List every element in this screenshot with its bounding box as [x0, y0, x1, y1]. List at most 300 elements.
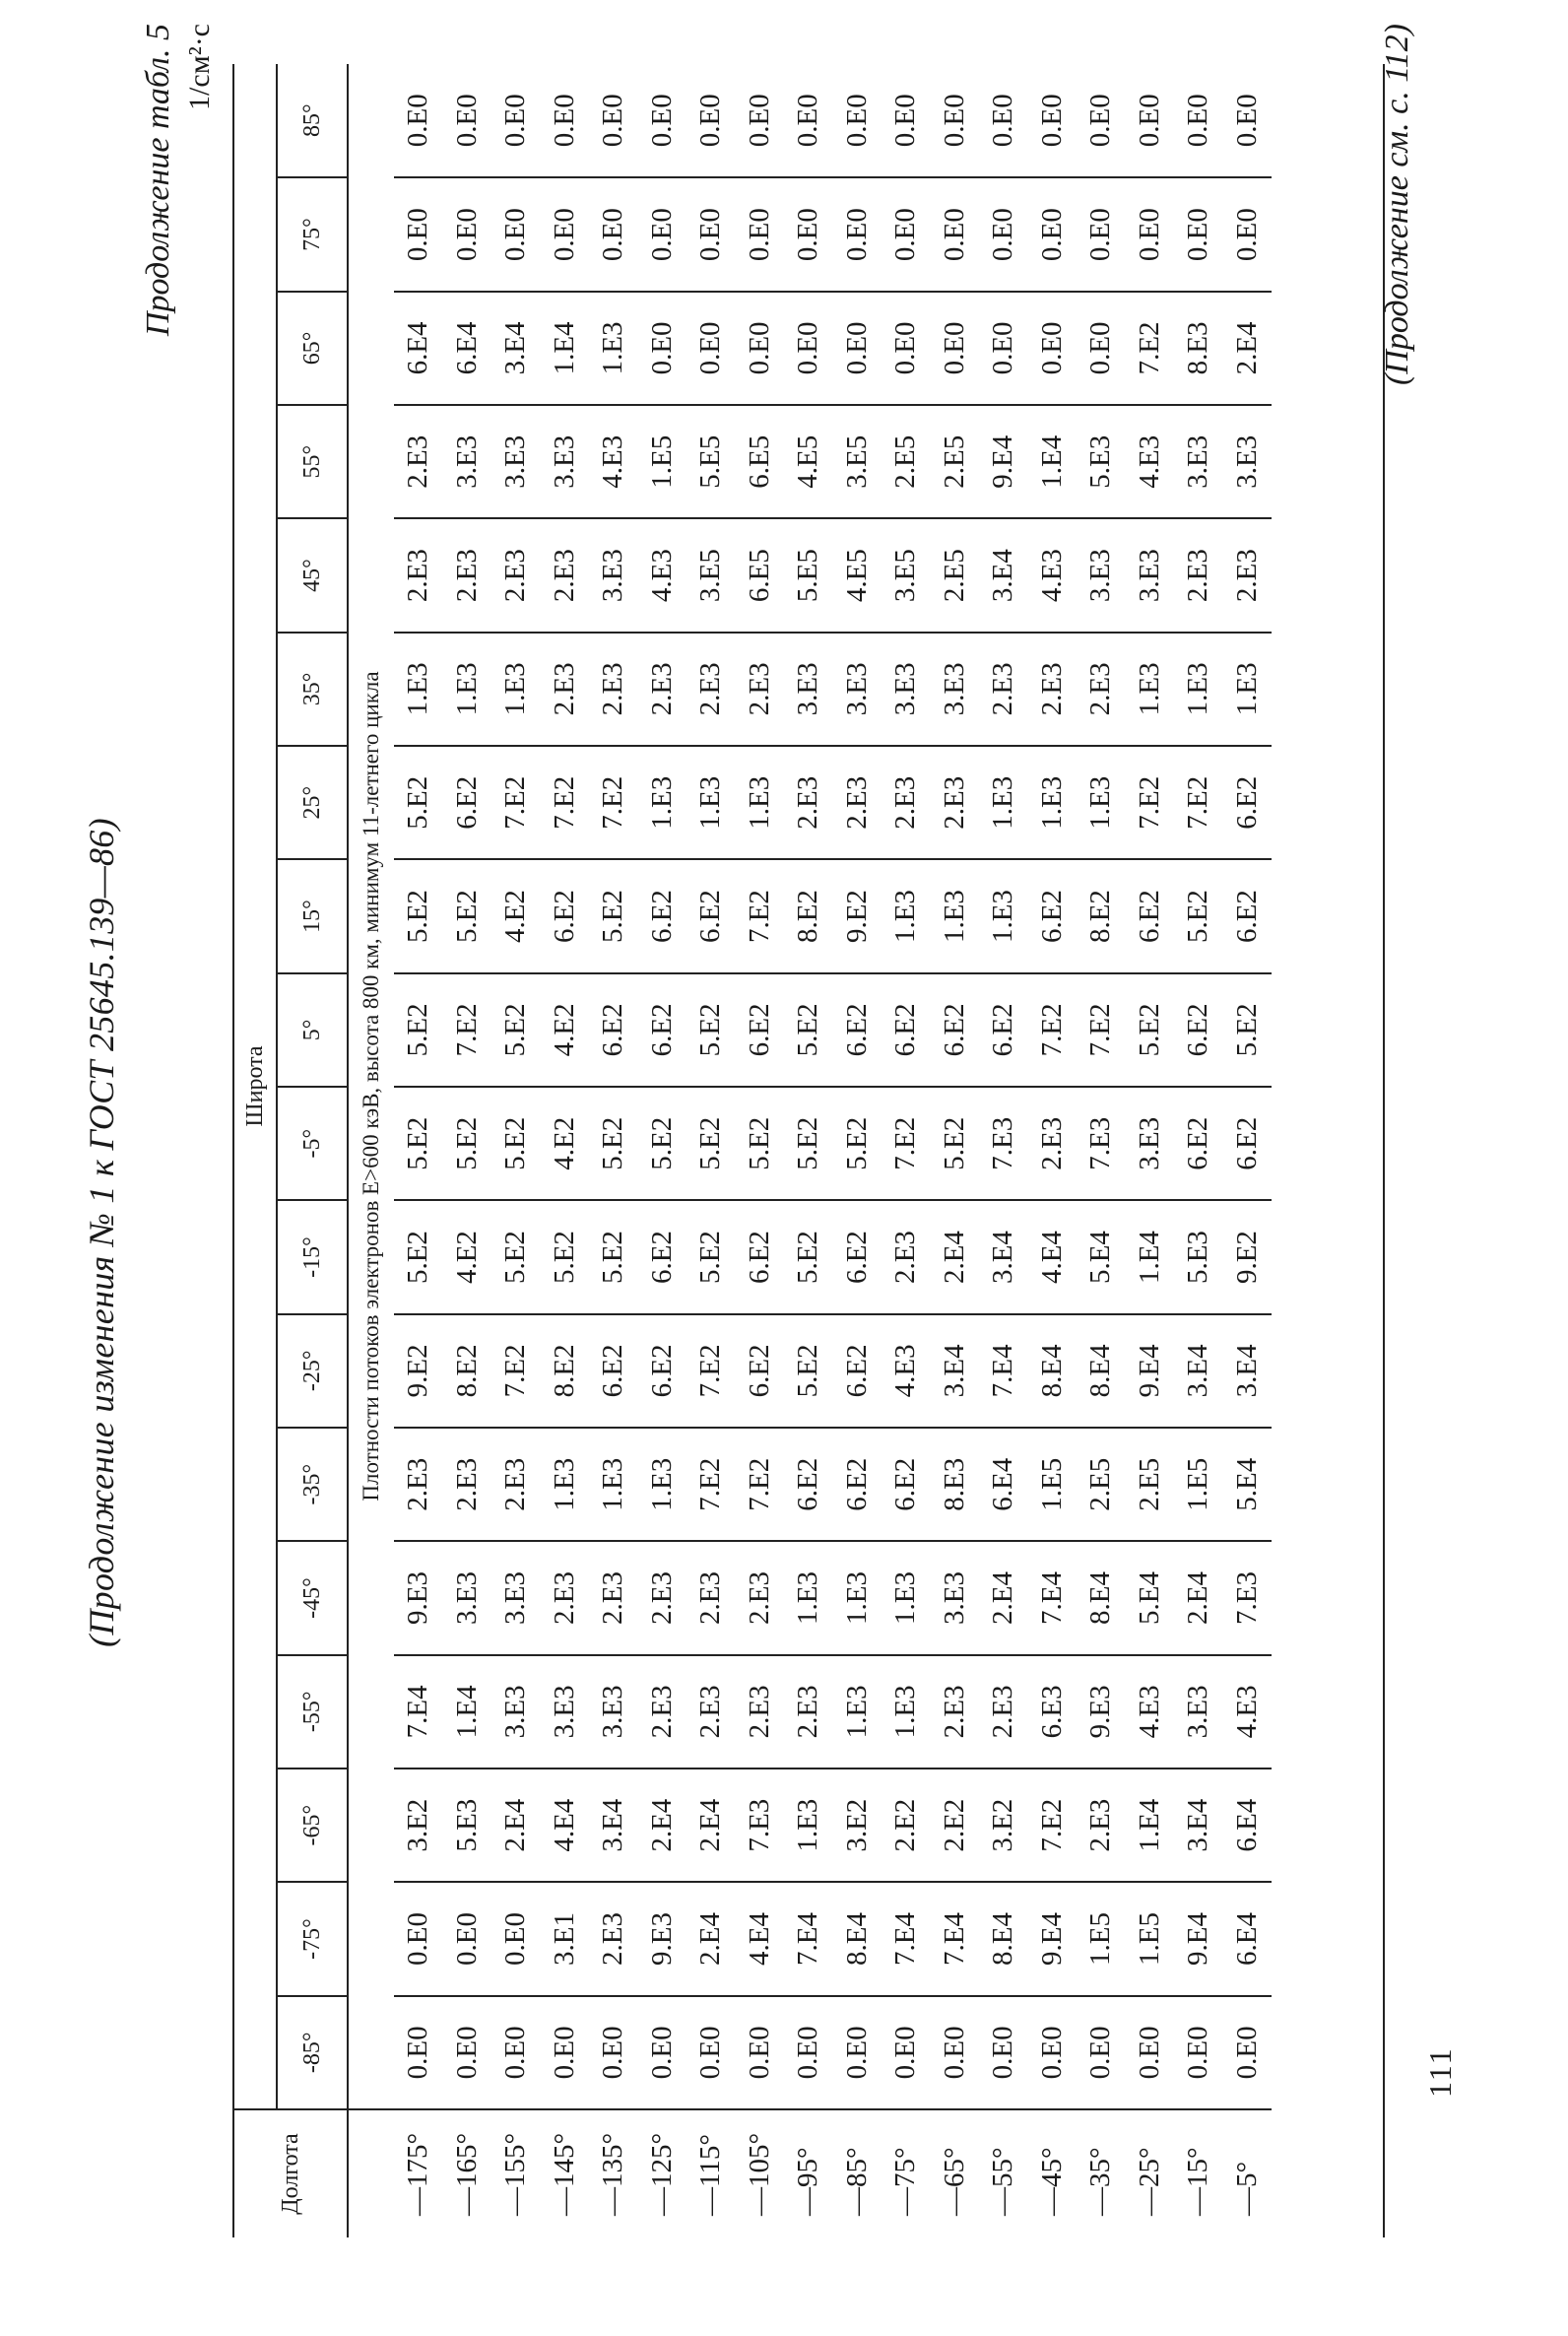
flux-value-cell: 2.E3: [979, 633, 1028, 746]
flux-value-cell: 3.E3: [541, 405, 590, 518]
flux-value-cell: 2.E4: [1174, 1541, 1223, 1654]
flux-value-cell: 5.E2: [784, 1200, 833, 1313]
flux-value-cell: 7.E2: [686, 1428, 736, 1541]
table-row: [491, 64, 541, 2237]
flux-value-cell: 1.E3: [833, 1541, 882, 1654]
flux-value-cell: 0.E0: [491, 1882, 541, 1995]
latitude-column-header: -55°: [277, 1655, 348, 1769]
flux-value-cell: 5.E2: [736, 1087, 785, 1200]
flux-value-cell: 3.E4: [979, 518, 1028, 632]
flux-value-cell: 2.E3: [1077, 1769, 1126, 1882]
flux-value-cell: 3.E3: [1223, 405, 1273, 518]
flux-value-cell: 6.E2: [882, 973, 931, 1087]
flux-value-cell: 0.E0: [686, 1996, 736, 2109]
flux-value-cell: 4.E3: [1126, 1655, 1175, 1769]
continued-on-next-page: (Продолжение см. с. 112): [1379, 24, 1415, 386]
flux-value-cell: 6.E2: [1126, 859, 1175, 972]
flux-value-cell: 2.E3: [394, 405, 443, 518]
longitude-cell: —105°: [736, 2109, 785, 2237]
flux-value-cell: 2.E3: [736, 1655, 785, 1769]
table-continuation-label: Продолжение табл. 5: [140, 24, 176, 337]
flux-value-cell: 8.E3: [1174, 292, 1223, 405]
flux-value-cell: 0.E0: [1126, 64, 1175, 177]
flux-value-cell: 1.E3: [833, 1655, 882, 1769]
flux-value-cell: 0.E0: [736, 1996, 785, 2109]
flux-value-cell: 2.E5: [1077, 1428, 1126, 1541]
flux-value-cell: 2.E3: [1174, 518, 1223, 632]
flux-value-cell: 5.E2: [638, 1087, 687, 1200]
flux-value-cell: 7.E4: [882, 1882, 931, 1995]
longitude-cell: —55°: [979, 2109, 1028, 2237]
flux-value-cell: 7.E2: [882, 1087, 931, 1200]
flux-value-cell: 2.E3: [686, 1655, 736, 1769]
flux-value-cell: 3.E3: [443, 405, 492, 518]
flux-value-cell: 7.E3: [1223, 1541, 1273, 1654]
flux-value-cell: 9.E2: [833, 859, 882, 972]
longitude-cell: —85°: [833, 2109, 882, 2237]
longitude-cell: —65°: [931, 2109, 980, 2237]
flux-value-cell: 6.E2: [638, 859, 687, 972]
flux-value-cell: 4.E3: [882, 1314, 931, 1428]
flux-value-cell: 0.E0: [784, 292, 833, 405]
flux-value-cell: 2.E3: [541, 633, 590, 746]
longitude-cell: —95°: [784, 2109, 833, 2237]
flux-value-cell: 4.E3: [589, 405, 638, 518]
flux-value-cell: 0.E0: [1126, 1996, 1175, 2109]
flux-value-cell: 3.E3: [491, 405, 541, 518]
flux-value-cell: 5.E2: [1223, 973, 1273, 1087]
flux-value-cell: 5.E2: [833, 1087, 882, 1200]
latitude-column-header: 5°: [277, 973, 348, 1087]
flux-value-cell: 0.E0: [541, 1996, 590, 2109]
latitude-column-header: 15°: [277, 859, 348, 972]
flux-value-cell: 2.E3: [686, 1541, 736, 1654]
flux-value-cell: 3.E4: [589, 1769, 638, 1882]
flux-value-cell: 3.E2: [979, 1769, 1028, 1882]
flux-value-cell: 4.E2: [541, 973, 590, 1087]
flux-value-cell: 8.E4: [833, 1882, 882, 1995]
flux-value-cell: 1.E3: [443, 633, 492, 746]
latitude-column-header: -25°: [277, 1314, 348, 1428]
flux-value-cell: 1.E3: [882, 859, 931, 972]
flux-value-cell: 6.E2: [1223, 1087, 1273, 1200]
flux-value-cell: 2.E4: [686, 1769, 736, 1882]
section-title-spacer: [348, 2109, 394, 2237]
flux-value-cell: 4.E3: [1126, 405, 1175, 518]
flux-value-cell: 1.E3: [882, 1655, 931, 1769]
flux-value-cell: 0.E0: [882, 64, 931, 177]
table-row: [589, 64, 638, 2237]
flux-value-cell: 0.E0: [736, 64, 785, 177]
longitude-column-header: Долгота: [234, 2109, 348, 2237]
flux-value-cell: 0.E0: [638, 292, 687, 405]
flux-value-cell: 7.E2: [443, 973, 492, 1087]
flux-value-cell: 0.E0: [638, 1996, 687, 2109]
flux-value-cell: 0.E0: [394, 177, 443, 291]
flux-value-cell: 1.E3: [931, 859, 980, 972]
flux-value-cell: 0.E0: [443, 1882, 492, 1995]
flux-value-cell: 7.E4: [784, 1882, 833, 1995]
flux-value-cell: 2.E3: [784, 1655, 833, 1769]
flux-value-cell: 0.E0: [882, 177, 931, 291]
flux-value-cell: 8.E2: [1077, 859, 1126, 972]
flux-value-cell: 2.E3: [736, 1541, 785, 1654]
flux-value-cell: 3.E3: [589, 518, 638, 632]
longitude-cell: —45°: [1028, 2109, 1078, 2237]
flux-value-cell: 7.E2: [1028, 973, 1078, 1087]
flux-value-cell: 6.E2: [589, 973, 638, 1087]
table-row: [1028, 64, 1078, 2237]
flux-value-cell: 6.E2: [931, 973, 980, 1087]
flux-value-cell: 0.E0: [784, 64, 833, 177]
flux-value-cell: 5.E2: [686, 973, 736, 1087]
flux-value-cell: 0.E0: [1174, 1996, 1223, 2109]
flux-value-cell: 9.E2: [1223, 1200, 1273, 1313]
flux-value-cell: 8.E3: [931, 1428, 980, 1541]
flux-value-cell: 0.E0: [589, 64, 638, 177]
flux-value-cell: 3.E4: [931, 1314, 980, 1428]
flux-value-cell: 0.E0: [1077, 292, 1126, 405]
flux-value-cell: 2.E3: [833, 746, 882, 859]
flux-value-cell: 5.E2: [394, 746, 443, 859]
longitude-cell: —75°: [882, 2109, 931, 2237]
flux-value-cell: 8.E4: [1077, 1314, 1126, 1428]
flux-value-cell: 3.E3: [1174, 405, 1223, 518]
flux-value-cell: 3.E3: [491, 1655, 541, 1769]
flux-value-cell: 2.E3: [541, 518, 590, 632]
flux-value-cell: 6.E2: [638, 973, 687, 1087]
flux-value-cell: 5.E2: [394, 1200, 443, 1313]
flux-value-cell: 3.E3: [1077, 518, 1126, 632]
flux-value-cell: 6.E2: [833, 1428, 882, 1541]
flux-value-cell: 6.E2: [882, 1428, 931, 1541]
flux-value-cell: 1.E5: [638, 405, 687, 518]
flux-value-cell: 4.E5: [833, 518, 882, 632]
flux-value-cell: 1.E3: [638, 1428, 687, 1541]
latitude-column-header: -45°: [277, 1541, 348, 1654]
flux-value-cell: 1.E3: [1223, 633, 1273, 746]
flux-value-cell: 5.E2: [686, 1200, 736, 1313]
table-row: [931, 64, 980, 2237]
flux-value-cell: 2.E2: [882, 1769, 931, 1882]
longitude-cell: —175°: [394, 2109, 443, 2237]
flux-value-cell: 0.E0: [882, 292, 931, 405]
flux-value-cell: 2.E5: [1126, 1428, 1175, 1541]
flux-value-cell: 7.E2: [491, 1314, 541, 1428]
flux-value-cell: 1.E3: [979, 746, 1028, 859]
flux-value-cell: 6.E5: [736, 518, 785, 632]
flux-value-cell: 6.E2: [784, 1428, 833, 1541]
flux-value-cell: 3.E3: [882, 633, 931, 746]
table-row: [1223, 64, 1273, 2237]
flux-value-cell: 0.E0: [1174, 177, 1223, 291]
flux-value-cell: 1.E3: [491, 633, 541, 746]
flux-value-cell: 9.E4: [979, 405, 1028, 518]
flux-value-cell: 9.E3: [1077, 1655, 1126, 1769]
flux-value-cell: 2.E4: [638, 1769, 687, 1882]
flux-value-cell: 7.E3: [979, 1087, 1028, 1200]
flux-value-cell: 0.E0: [931, 64, 980, 177]
flux-value-cell: 8.E2: [541, 1314, 590, 1428]
flux-value-cell: 9.E4: [1174, 1882, 1223, 1995]
flux-value-cell: 0.E0: [931, 177, 980, 291]
flux-value-cell: 0.E0: [443, 177, 492, 291]
flux-value-cell: 2.E3: [1077, 633, 1126, 746]
flux-value-cell: 1.E3: [882, 1541, 931, 1654]
flux-value-cell: 4.E4: [736, 1882, 785, 1995]
flux-value-cell: 1.E3: [589, 1428, 638, 1541]
flux-value-cell: 0.E0: [979, 177, 1028, 291]
table-bottom-rule: [1383, 64, 1385, 2237]
flux-value-cell: 0.E0: [589, 177, 638, 291]
flux-value-cell: 5.E2: [443, 1087, 492, 1200]
flux-value-cell: 0.E0: [736, 292, 785, 405]
flux-value-cell: 6.E3: [1028, 1655, 1078, 1769]
flux-value-cell: 7.E2: [736, 1428, 785, 1541]
flux-value-cell: 0.E0: [443, 1996, 492, 2109]
flux-value-cell: 6.E2: [638, 1314, 687, 1428]
flux-value-cell: 2.E5: [882, 405, 931, 518]
section-title-row: [348, 64, 394, 2237]
flux-value-cell: 3.E4: [979, 1200, 1028, 1313]
latitude-column-header: 45°: [277, 518, 348, 632]
flux-value-cell: 0.E0: [784, 1996, 833, 2109]
flux-value-cell: 1.E3: [979, 859, 1028, 972]
flux-value-cell: 0.E0: [394, 1996, 443, 2109]
flux-value-cell: 5.E2: [491, 1200, 541, 1313]
flux-value-cell: 5.E2: [491, 973, 541, 1087]
table-row: [736, 64, 785, 2237]
flux-value-cell: 5.E3: [443, 1769, 492, 1882]
table-container: [234, 64, 1272, 2237]
flux-value-cell: 9.E3: [638, 1882, 687, 1995]
flux-value-cell: 5.E3: [1077, 405, 1126, 518]
flux-value-cell: 6.E2: [736, 973, 785, 1087]
flux-value-cell: 6.E2: [736, 1314, 785, 1428]
flux-value-cell: 7.E4: [931, 1882, 980, 1995]
flux-value-cell: 2.E5: [931, 405, 980, 518]
table-row: [1077, 64, 1126, 2237]
flux-value-cell: 0.E0: [491, 177, 541, 291]
flux-value-cell: 2.E3: [443, 1428, 492, 1541]
flux-value-cell: 5.E2: [541, 1200, 590, 1313]
flux-value-cell: 4.E4: [1028, 1200, 1078, 1313]
flux-value-cell: 0.E0: [833, 64, 882, 177]
flux-value-cell: 8.E2: [784, 859, 833, 972]
flux-value-cell: 0.E0: [1028, 64, 1078, 177]
flux-value-cell: 0.E0: [1223, 64, 1273, 177]
flux-value-cell: 3.E4: [1174, 1314, 1223, 1428]
flux-value-cell: 0.E0: [931, 292, 980, 405]
flux-value-cell: 6.E2: [1223, 859, 1273, 972]
flux-value-cell: 2.E3: [784, 746, 833, 859]
flux-value-cell: 3.E3: [589, 1655, 638, 1769]
latitude-column-header: -35°: [277, 1428, 348, 1541]
flux-value-cell: 2.E3: [589, 633, 638, 746]
flux-value-cell: 0.E0: [979, 1996, 1028, 2109]
flux-value-cell: 3.E4: [1223, 1314, 1273, 1428]
flux-value-cell: 5.E4: [1126, 1541, 1175, 1654]
flux-value-cell: 0.E0: [1028, 177, 1078, 291]
flux-value-cell: 0.E0: [589, 1996, 638, 2109]
flux-value-cell: 2.E4: [1223, 292, 1273, 405]
flux-value-cell: 0.E0: [541, 64, 590, 177]
flux-value-cell: 2.E4: [686, 1882, 736, 1995]
flux-value-cell: 0.E0: [833, 177, 882, 291]
flux-value-cell: 2.E3: [931, 746, 980, 859]
flux-value-cell: 2.E3: [491, 518, 541, 632]
latitude-column-header: 25°: [277, 746, 348, 859]
flux-value-cell: 2.E4: [491, 1769, 541, 1882]
flux-value-cell: 2.E3: [541, 1541, 590, 1654]
flux-value-cell: 1.E4: [541, 292, 590, 405]
flux-value-cell: 2.E3: [1223, 518, 1273, 632]
flux-value-cell: 0.E0: [979, 292, 1028, 405]
flux-value-cell: 3.E5: [833, 405, 882, 518]
flux-value-cell: 0.E0: [1223, 177, 1273, 291]
flux-value-cell: 2.E3: [394, 1428, 443, 1541]
flux-value-cell: 5.E2: [394, 973, 443, 1087]
flux-value-cell: 7.E2: [491, 746, 541, 859]
flux-value-cell: 9.E4: [1028, 1882, 1078, 1995]
flux-value-cell: 0.E0: [784, 177, 833, 291]
table-row: [686, 64, 736, 2237]
flux-value-cell: 1.E5: [1028, 1428, 1078, 1541]
longitude-cell: —125°: [638, 2109, 687, 2237]
flux-value-cell: 0.E0: [1077, 177, 1126, 291]
flux-value-cell: 7.E4: [979, 1314, 1028, 1428]
flux-value-cell: 0.E0: [443, 64, 492, 177]
flux-value-cell: 2.E2: [931, 1769, 980, 1882]
flux-value-cell: 1.E3: [394, 633, 443, 746]
flux-value-cell: 7.E2: [541, 746, 590, 859]
flux-value-cell: 2.E3: [638, 633, 687, 746]
flux-value-cell: 2.E5: [931, 518, 980, 632]
flux-value-cell: 2.E3: [979, 1655, 1028, 1769]
flux-value-cell: 1.E3: [638, 746, 687, 859]
table-row: [638, 64, 687, 2237]
flux-value-cell: 5.E5: [686, 405, 736, 518]
flux-value-cell: 3.E3: [443, 1541, 492, 1654]
flux-value-cell: 7.E2: [1028, 1769, 1078, 1882]
flux-value-cell: 4.E3: [1028, 518, 1078, 632]
flux-value-cell: 2.E4: [979, 1541, 1028, 1654]
flux-value-cell: 2.E3: [1028, 633, 1078, 746]
flux-value-cell: 5.E2: [394, 859, 443, 972]
flux-value-cell: 1.E4: [1126, 1769, 1175, 1882]
flux-value-cell: 8.E2: [443, 1314, 492, 1428]
flux-value-cell: 2.E3: [394, 518, 443, 632]
flux-value-cell: 0.E0: [686, 64, 736, 177]
flux-value-cell: 2.E3: [589, 1882, 638, 1995]
flux-value-cell: 0.E0: [394, 64, 443, 177]
latitude-column-header: 75°: [277, 177, 348, 291]
longitude-cell: —35°: [1077, 2109, 1126, 2237]
flux-value-cell: 6.E2: [736, 1200, 785, 1313]
longitude-cell: —135°: [589, 2109, 638, 2237]
flux-value-cell: 5.E2: [931, 1087, 980, 1200]
flux-value-cell: 7.E2: [736, 859, 785, 972]
flux-value-cell: 6.E2: [979, 973, 1028, 1087]
latitude-column-header: -75°: [277, 1882, 348, 1995]
flux-value-cell: 7.E4: [394, 1655, 443, 1769]
flux-value-cell: 4.E4: [541, 1769, 590, 1882]
table-row: [979, 64, 1028, 2237]
flux-value-cell: 0.E0: [833, 292, 882, 405]
flux-value-cell: 1.E3: [541, 1428, 590, 1541]
flux-value-cell: 1.E3: [1126, 633, 1175, 746]
flux-value-cell: 6.E2: [833, 1314, 882, 1428]
flux-density-table: [234, 64, 1272, 2237]
flux-value-cell: 3.E3: [931, 1541, 980, 1654]
latitude-column-header: 35°: [277, 633, 348, 746]
flux-value-cell: 5.E3: [1174, 1200, 1223, 1313]
flux-value-cell: 0.E0: [1028, 1996, 1078, 2109]
flux-value-cell: 8.E4: [979, 1882, 1028, 1995]
flux-value-cell: 5.E2: [394, 1087, 443, 1200]
flux-value-cell: 2.E3: [638, 1541, 687, 1654]
flux-value-cell: 0.E0: [638, 64, 687, 177]
flux-value-cell: 1.E3: [784, 1541, 833, 1654]
document-header-title: (Продолжение изменения № 1 к ГОСТ 25645.139—86): [82, 818, 121, 1647]
flux-value-cell: 1.E3: [686, 746, 736, 859]
flux-value-cell: 1.E4: [1028, 405, 1078, 518]
flux-value-cell: 3.E3: [833, 633, 882, 746]
flux-value-cell: 6.E2: [1174, 973, 1223, 1087]
table-body: [348, 64, 1272, 2237]
flux-value-cell: 6.E2: [833, 973, 882, 1087]
flux-value-cell: 5.E4: [1077, 1200, 1126, 1313]
flux-value-cell: 2.E3: [589, 1541, 638, 1654]
flux-value-cell: 7.E2: [1077, 973, 1126, 1087]
longitude-cell: —115°: [686, 2109, 736, 2237]
flux-value-cell: 6.E2: [1223, 746, 1273, 859]
flux-value-cell: 6.E2: [833, 1200, 882, 1313]
flux-value-cell: 5.E2: [589, 859, 638, 972]
longitude-cell: —25°: [1126, 2109, 1175, 2237]
flux-value-cell: 4.E5: [784, 405, 833, 518]
flux-value-cell: 9.E2: [394, 1314, 443, 1428]
flux-value-cell: 2.E3: [443, 518, 492, 632]
flux-value-cell: 1.E3: [1077, 746, 1126, 859]
flux-value-cell: 0.E0: [394, 1882, 443, 1995]
flux-value-cell: 7.E2: [686, 1314, 736, 1428]
flux-value-cell: 1.E3: [784, 1769, 833, 1882]
flux-value-cell: 5.E2: [784, 1314, 833, 1428]
flux-value-cell: 5.E2: [686, 1087, 736, 1200]
flux-value-cell: 6.E4: [394, 292, 443, 405]
flux-value-cell: 6.E2: [1028, 859, 1078, 972]
flux-value-cell: 7.E3: [736, 1769, 785, 1882]
flux-value-cell: 9.E4: [1126, 1314, 1175, 1428]
flux-value-cell: 0.E0: [931, 1996, 980, 2109]
latitude-columns-row: [277, 64, 348, 2237]
flux-value-cell: 1.E5: [1126, 1882, 1175, 1995]
flux-value-cell: 0.E0: [1077, 1996, 1126, 2109]
flux-value-cell: 6.E2: [589, 1314, 638, 1428]
flux-value-cell: 3.E4: [491, 292, 541, 405]
flux-value-cell: 6.E4: [979, 1428, 1028, 1541]
flux-value-cell: 5.E5: [784, 518, 833, 632]
flux-value-cell: 7.E2: [1126, 746, 1175, 859]
table-row: [1174, 64, 1223, 2237]
flux-value-cell: 0.E0: [736, 177, 785, 291]
flux-value-cell: 0.E0: [1126, 177, 1175, 291]
latitude-column-header: -15°: [277, 1200, 348, 1313]
longitude-cell: —15°: [1174, 2109, 1223, 2237]
flux-value-cell: 3.E3: [1174, 1655, 1223, 1769]
flux-value-cell: 2.E3: [882, 1200, 931, 1313]
